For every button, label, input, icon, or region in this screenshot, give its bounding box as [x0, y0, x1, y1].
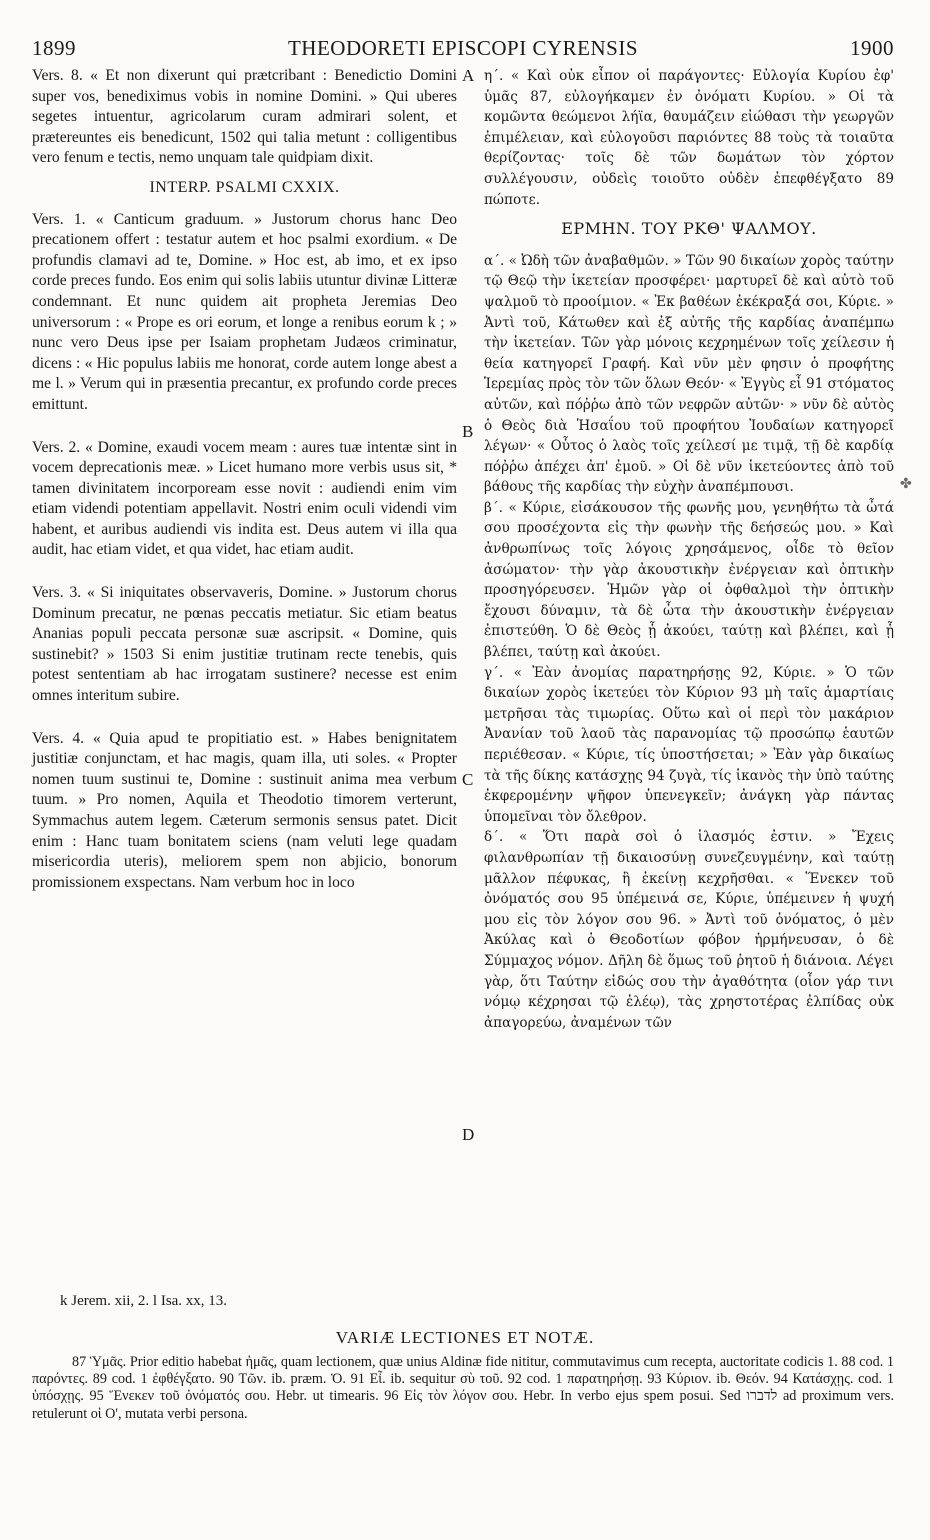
greek-verse-4: δ΄. « Ὅτι παρὰ σοὶ ὁ ἱλασμός ἐστιν. » Ἔχεις φιλανθρωπίαν τῇ δικαιοσύνῃ συνεζευγμένην, καὶ ταύτῃ μᾶλλον πέφυκας, ἢ ἐκείνῃ κεχρῆσθαι. « Ἕνεκεν τοῦ ὀνόματός σου 95 ὑπέμεινά σε, Κύριε, ὑπέμεινεν ἡ ψυχή μου εἰς τὸν λόγον σου 96. » Ἀντὶ τοῦ ὀνόματος, ὁ μὲν Ἀκύλας καὶ ὁ Θεοδοτίων φόβον ἡρμήνευσαν, ὁ δὲ Σύμμαχος νόμον. Δῆλη δὲ ὅμως τοῦ ῥητοῦ ἡ διάνοια. Λέγει γὰρ, ὅτι Ταύτην εἰδώς σου τὴν ἀγαθότητα (οἷον γάρ τινι νόμῳ κέχρησαι τῷ ἐλέῳ), τὰς χρηστοτέρας ἐλπίδας οὐκ ἀπαγορεύω, ἀναμένων τῶν: [484, 829, 894, 1031]
footnote-references: k Jerem. xii, 2. l Isa. xx, 13.: [60, 1293, 228, 1309]
latin-verse-2: Vers. 2. « Domine, exaudi vocem meam : aures tuæ intentæ sint in vocem deprecationis meæ. » Licet humano more verbis usus sit, * tamen divinitatem incorpoream esse novit : audiendi enim vim etiam videndi potentiam appellavit. Nostri enim oculi videndi vim habent, et auribus audiendi vis indita est. Deus autem vi illa qua audit, hac etiam videt, et qua videt, hac etiam audit.: [32, 438, 457, 559]
notes-title: VARIÆ LECTIONES ET NOTÆ.: [335, 1328, 595, 1347]
latin-verse-1: Vers. 1. « Canticum graduum. » Justorum chorus hanc Deo precationem offert : testatur autem et hoc psalmi exordium. « De profundis clamavi ad te, Domine. » Hoc est, ab imo, et ex ipso corde preces fundo. Eos enim qui solis labiis utuntur divinæ Litteræ condemnant. Et nunc quidem ait propheta Jeremias Deo universorum : « Prope es ori eorum, et longe a renibus eorum k ; » nunc vero Deus ipse per Isaiam prophetam Judæos criminatur, dicens : « Hic populus labiis me honorat, corde autem longe abest a me l. » Verum qui in præsentia precantur, ex profundo corde preces emittunt.: [32, 210, 457, 413]
page-number-right: 1900: [850, 36, 894, 60]
page-number-left: 1899: [32, 36, 76, 60]
running-title: THEODORETI EPISCOPI CYRENSIS: [287, 36, 639, 60]
greek-verse-2: β΄. « Κύριε, εἰσάκουσον τῆς φωνῆς μου, γενηθήτω τὰ ὦτά σου προσέχοντα εἰς τὴν φωνὴν τῆς δεήσεώς μου. » Καὶ ἀνθρωπίνως τοῖς λόγοις χρησάμενος, οἶδε τὸ θεῖον ἀσώματον· τὴν γὰρ ἀκουστικὴν ἐνέργειαν καὶ ὀπτικὴν προσηγόρευσεν. Ἡμῶν γὰρ οἱ ὀφθαλμοὶ τὴν ὀπτικὴν ἔχουσι δύναμιν, τὰ δὲ ὦτα τὴν ἀκουστικὴν ἐνέργειαν ἐπιστεύθη. Ὁ δὲ Θεὸς ᾗ ἀκούει, ταύτῃ καὶ βλέπει, καὶ ᾗ βλέπει, ταύτῃ καὶ ἀκούει.: [484, 499, 894, 661]
greek-verse-1: α΄. « Ὠδὴ τῶν ἀναβαθμῶν. » Τῶν 90 δικαίων χορὸς ταύτην τῷ Θεῷ τὴν ἱκετείαν προσφέρει· μαρτυρεῖ δὲ καὶ αὐτὸ τοῦ ψαλμοῦ τὸ προοίμιον. « Ἐκ βαθέων ἐκέκραξά σοι, Κύριε. » Ἀντὶ τοῦ, Κάτωθεν καὶ ἐξ αὐτῆς τῆς καρδίας ἀναπέμπω τὴν ἱκετείαν. Τῶν γὰρ μόνοις κεχρημένων τοῖς χείλεσιν ἡ θεία κατηγορεῖ Γραφή. Καὶ νῦν μὲν φησιν ὁ προφήτης Ἱερεμίας πρὸς τὸν τῶν ὅλων Θεόν· « Ἐγγὺς εἶ 91 στόματος αὐτῶν, καὶ πόῤῥω ἀπὸ τῶν νεφρῶν αὐτῶν· » νῦν δὲ αὐτὸς ὁ Θεὸς διὰ Ἡσαΐου τοῦ προφήτου Ἰουδαίων κατηγορεῖ λέγων· « Οὗτος ὁ λαὸς τοῖς χείλεσί με τιμᾷ, τῇ δὲ καρδίᾳ πόῤῥω ἀπέχει ἀπ' ἐμοῦ. » Οἱ δὲ νῦν ἱκετεύοντες ἀπὸ τοῦ βάθους τῆς καρδίας τὴν εὐχὴν ἀναπέμπουσι.: [484, 252, 894, 496]
latin-verse-3: Vers. 3. « Si iniquitates observaveris, Domine. » Justorum chorus Dominum precatur, ne pœnas peccatis metiatur. Sic etiam beatus Ananias populi peccata personæ suæ ascripsit. « Domine, quis sustinebit? » 1503 Si enim justitiæ trutinam recte tenebis, quis potest sententiam ab hac irrogatam sustinere? necesse est enim omnes interitum subire.: [32, 584, 457, 705]
margin-ornament: ✤: [900, 477, 912, 492]
notes-text: 87 Ὑμᾶς. Prior editio habebat ἡμᾶς, quam lectionem, quæ unius Aldinæ fide nititur, commutavimus cum recepta, auctoritate codicis 1. 88 cod. 1 παρόντες. 89 cod. 1 ἐφθέγξατο. 90 Τῶν. ib. præm. Ὁ. 91 Εἶ. ib. sequitur σὺ τοῦ. 92 cod. 1 παρατηρήσῃ. 93 Κύριον. ib. Θεόν. 94 Κατάσχῃς. cod. 1 ὑπόσχῃς. 95 Ἕνεκεν τοῦ ὀνόματός σου. Hebr. ut timearis. 96 Εἰς τὸν λόγον σου. Hebr. In verbo ejus spem posui. Sed ‎לדברו‎ ad proximum vers. retulerunt οἱ Ο', mutata verbi persona.: [32, 1354, 895, 1422]
latin-verse-8: Vers. 8. « Et non dixerunt qui prætcribant : Benedictio Domini super vos, benediximus vobis in nomine Domini. » Qui uberes segetes intuentur, agricolarum curam admirari solent, et prætereuntes eis benedicunt, 1502 qui talia metunt : colligentibus vero fenum e tectis, nemo unquam tale quidpiam dixit.: [32, 67, 457, 167]
margin-letter-b: B: [462, 422, 474, 441]
greek-column: [484, 66, 894, 1033]
latin-column: [32, 66, 457, 893]
margin-letter-a: A: [462, 66, 475, 85]
greek-verse-8: η΄. « Καὶ οὐκ εἶπον οἱ παράγοντες· Εὐλογία Κυρίου ἐφ' ὑμᾶς 87, εὐλογήκαμεν ἐν ὀνόματι Κυρίου. » Οἱ τὰ κομῶντα θεώμενοι λήϊα, θαυμάζειν εἰώθασι τὴν γεωργῶν ἐπιμέλειαν, καὶ εὐλογοῦσι παριόντες 88 τοὺς τὰ τοιαῦτα θερίζοντας· τοῖς δὲ τῶν δωμάτων τὸν χόρτον συλλέγουσιν, οὐδεὶς τοιοῦτο οὐδὲν ἐπεφθέγξατο 89 πώποτε.: [484, 68, 894, 208]
margin-letter-d: D: [462, 1125, 475, 1144]
greek-heading: ΕΡΜΗΝ. ΤΟΥ ΡΚΘ' ΨΑΛΜΟΥ.: [561, 219, 817, 239]
page-header: [32, 36, 894, 66]
variant-notes: [32, 1354, 894, 1423]
latin-heading: INTERP. PSALMI CXXIX.: [149, 178, 340, 196]
margin-letter-c: C: [462, 770, 474, 789]
greek-verse-3: γ΄. « Ἐὰν ἀνομίας παρατηρήσῃς 92, Κύριε. » Ὁ τῶν δικαίων χορὸς ἱκετεύει τὸν Κύριον 93 μὴ ταῖς ἁμαρτίαις μετρῆσαι τὰς τιμωρίας. Οὕτω καὶ οἱ περὶ τὸν μακάριον Ἀνανίαν τοῦ λαοῦ τὰς παρανομίας τῷ προσώπῳ ἑαυτῶν περιέθεσαν. « Κύριε, τίς ὑποστήσεται; » Ἐὰν γὰρ δικαίως τὰ τῆς δίκης κατάσχῃς 94 ζυγὰ, τίς ἱκανὸς τὴν ὑπὸ ταύτης ἐκφερομένην ψῆφον ὑπενεγκεῖν; ἀνάγκη γὰρ πάντας ὑπομεῖναι τὸν ὄλεθρον.: [484, 664, 894, 825]
latin-verse-4: Vers. 4. « Quia apud te propitiatio est. » Habes benignitatem justitiæ conjunctam, et hac magis, quam illa, uti soles. « Propter nomen tuum sustinui te, Domine : sustinuit anima mea verbum tuum. » Pro nomen, Aquila et Theodotio timorem verterunt, Symmachus autem legem. Cæterum sermonis sensus patet. Dicit enim : Hanc tuam bonitatem sciens (nam veluti lege quadam misericordia uteris), meliorem spem non abjicio, bonorum promissionem exspectans. Nam verbum hoc in loco: [32, 729, 457, 891]
